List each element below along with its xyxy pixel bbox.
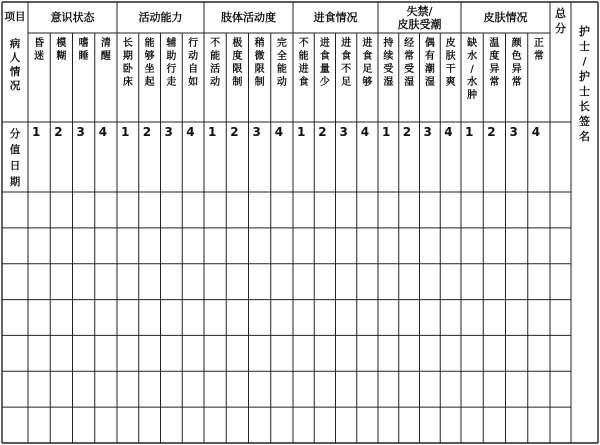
score-value: 4 bbox=[274, 125, 284, 139]
condition-8: 行 动 自 如 bbox=[188, 38, 199, 88]
total-header: 总 分 bbox=[555, 7, 566, 35]
score-value: 3 bbox=[164, 125, 173, 139]
condition-23: 颜 色 异 常 bbox=[511, 38, 522, 88]
score-value: 2 bbox=[318, 125, 327, 139]
score-value: 2 bbox=[54, 125, 63, 139]
score-value: 2 bbox=[230, 125, 239, 139]
condition-15: 进 食 不 足 bbox=[341, 38, 352, 88]
group-title-incontinence: 失禁/ 皮肤受潮 bbox=[397, 4, 442, 31]
condition-22: 温 度 异 常 bbox=[489, 38, 500, 88]
score-date-label: 分 值 日 期 bbox=[9, 128, 21, 188]
condition-9: 不 能 活 动 bbox=[210, 38, 221, 88]
condition-14: 进 食 量 少 bbox=[319, 38, 330, 88]
condition-13: 不 能 进 食 bbox=[298, 38, 309, 88]
condition-12: 完 全 能 动 bbox=[276, 38, 287, 88]
signature-header: 护 士 / 护 士 长 签 名 bbox=[579, 25, 590, 143]
condition-6: 能 够 坐 起 bbox=[144, 38, 155, 88]
score-value: 4 bbox=[444, 125, 453, 139]
condition-3: 嗜 睡 bbox=[78, 38, 89, 62]
condition-5: 长 期 卧 床 bbox=[122, 38, 133, 88]
condition-17: 持 续 受 湿 bbox=[383, 38, 394, 88]
condition-7: 辅 助 行 走 bbox=[166, 38, 177, 88]
condition-19: 偶 有 潮 湿 bbox=[424, 38, 435, 88]
condition-20: 皮 肤 干 爽 bbox=[445, 38, 456, 88]
score-value: 1 bbox=[208, 125, 217, 139]
condition-11: 稍 微 限 制 bbox=[254, 38, 265, 88]
condition-24: 正 常 bbox=[533, 38, 544, 62]
condition-10: 极 度 限 制 bbox=[232, 38, 243, 88]
group-title-consciousness: 意识状态 bbox=[50, 11, 95, 24]
item-header: 项目 bbox=[4, 11, 26, 24]
group-title-activity: 活动能力 bbox=[138, 11, 183, 24]
score-value: 2 bbox=[487, 125, 496, 139]
condition-1: 昏 迷 bbox=[34, 38, 45, 62]
score-value: 3 bbox=[339, 125, 348, 139]
group-title-limb: 肢体活动度 bbox=[221, 11, 276, 24]
score-value: 3 bbox=[76, 125, 85, 139]
score-value: 1 bbox=[297, 125, 306, 139]
score-value: 1 bbox=[382, 125, 391, 139]
group-title-diet: 进食情况 bbox=[313, 11, 358, 24]
score-value: 2 bbox=[142, 125, 152, 139]
condition-18: 经 常 受 湿 bbox=[404, 38, 415, 88]
score-value: 4 bbox=[360, 125, 370, 139]
score-value: 3 bbox=[509, 125, 518, 139]
score-value: 4 bbox=[98, 125, 108, 139]
score-value: 3 bbox=[252, 125, 261, 139]
score-value: 4 bbox=[186, 125, 195, 139]
score-value: 1 bbox=[465, 125, 474, 139]
condition-label: 病 人 情 况 bbox=[9, 38, 21, 92]
condition-2: 模 糊 bbox=[56, 38, 67, 62]
condition-16: 进 食 足 够 bbox=[362, 38, 373, 88]
score-value: 3 bbox=[423, 125, 432, 139]
score-value: 4 bbox=[531, 125, 541, 139]
condition-21: 缺 水 / 水 肿 bbox=[467, 38, 478, 101]
score-value: 1 bbox=[32, 125, 41, 139]
score-value: 2 bbox=[402, 125, 412, 139]
group-title-skin: 皮肤情况 bbox=[483, 11, 528, 24]
score-value: 1 bbox=[121, 125, 130, 139]
condition-4: 清 醒 bbox=[100, 38, 111, 62]
